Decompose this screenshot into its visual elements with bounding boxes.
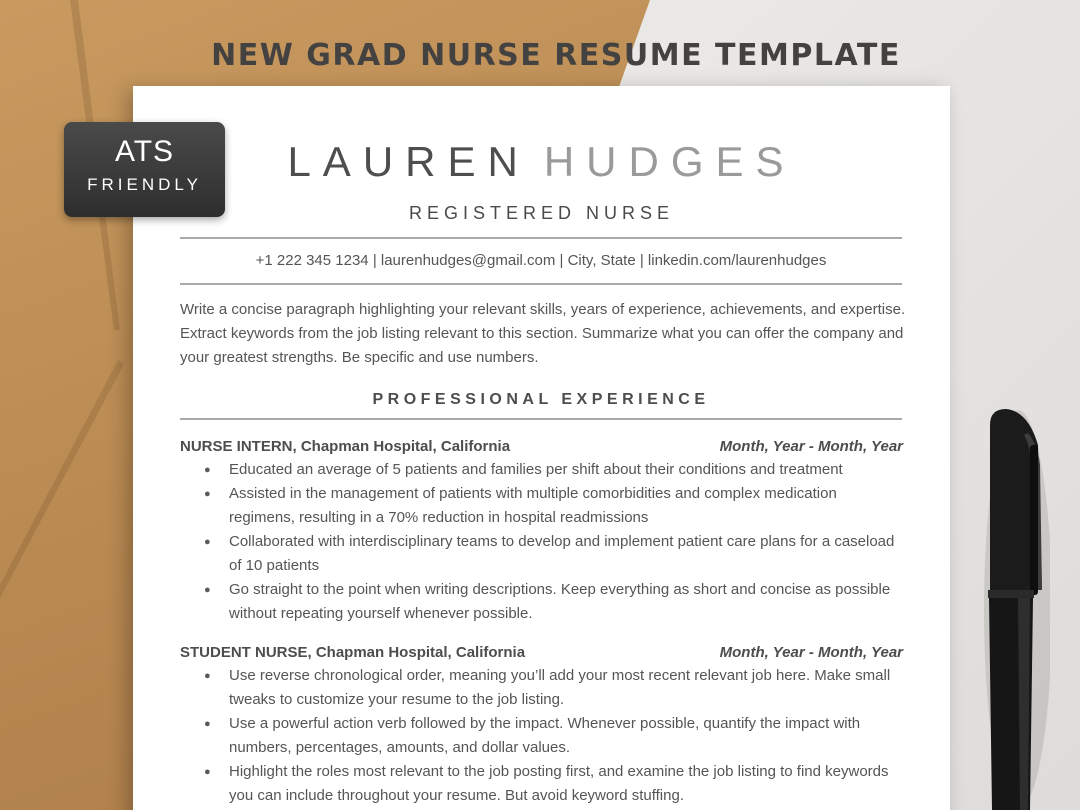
list-item: ● Use a powerful action verb followed by the impact. Whenever possible, quantify the impact with numbers, percentages, amounts, and dollar values. [204,712,902,760]
contact-line: +1 222 345 1234 | laurenhudges@gmail.com | City, State | linkedin.com/laurenhudges [255,252,827,269]
list-item: ● Use reverse chronological order, meaning you’ll add your most recent relevant job here. Make small tweaks to customize your resume to the job listing. [204,664,902,712]
job-title: STUDENT NURSE, Chapman Hospital, California [180,644,526,661]
first-name: LAUREN [287,138,530,185]
section-heading: PROFESSIONAL EXPERIENCE [372,391,710,408]
list-item: ● Highlight the roles most relevant to the job posting first, and examine the job listing to find keywords you can include throughout your resume. But avoid keyword stuffing. [204,760,902,808]
resume-name [133,138,950,186]
list-item: ● Assisted in the management of patients with multiple comorbidities and complex medication regimens, resulting in a 70% reduction in hospital readmissions [204,482,902,530]
divider [180,283,902,285]
summary-paragraph: Write a concise paragraph highlighting your relevant skills, years of experience, achievements, and expertise. Extract keywords from the job listing relevant to this section. Summarize what you can offer the company and your greatest strengths. Be specific and use numbers. [180,301,906,366]
job-dates: Month, Year - Month, Year [719,644,903,661]
badge-sub-text: FRIENDLY [87,175,202,194]
banner-title: NEW GRAD NURSE RESUME TEMPLATE [211,38,901,73]
job-title: NURSE INTERN, Chapman Hospital, California [180,438,511,455]
badge-main-text: ATS [114,135,175,168]
list-item: ● Go straight to the point when writing descriptions. Keep everything as short and concise as possible without repeating yourself whenever possible. [204,578,902,626]
job-bullet-list [204,664,902,808]
marker-pen [980,405,1050,810]
job-dates: Month, Year - Month, Year [719,438,903,455]
divider [180,237,902,239]
resume-role: REGISTERED NURSE [408,203,675,223]
list-item: ● Collaborated with interdisciplinary teams to develop and implement patient care plans for a caseload of 10 patients [204,530,902,578]
divider [180,418,902,420]
job-bullet-list [204,458,902,626]
last-name: HUDGES [543,138,796,185]
list-item: ● Educated an average of 5 patients and families per shift about their conditions and treatment [204,458,902,482]
